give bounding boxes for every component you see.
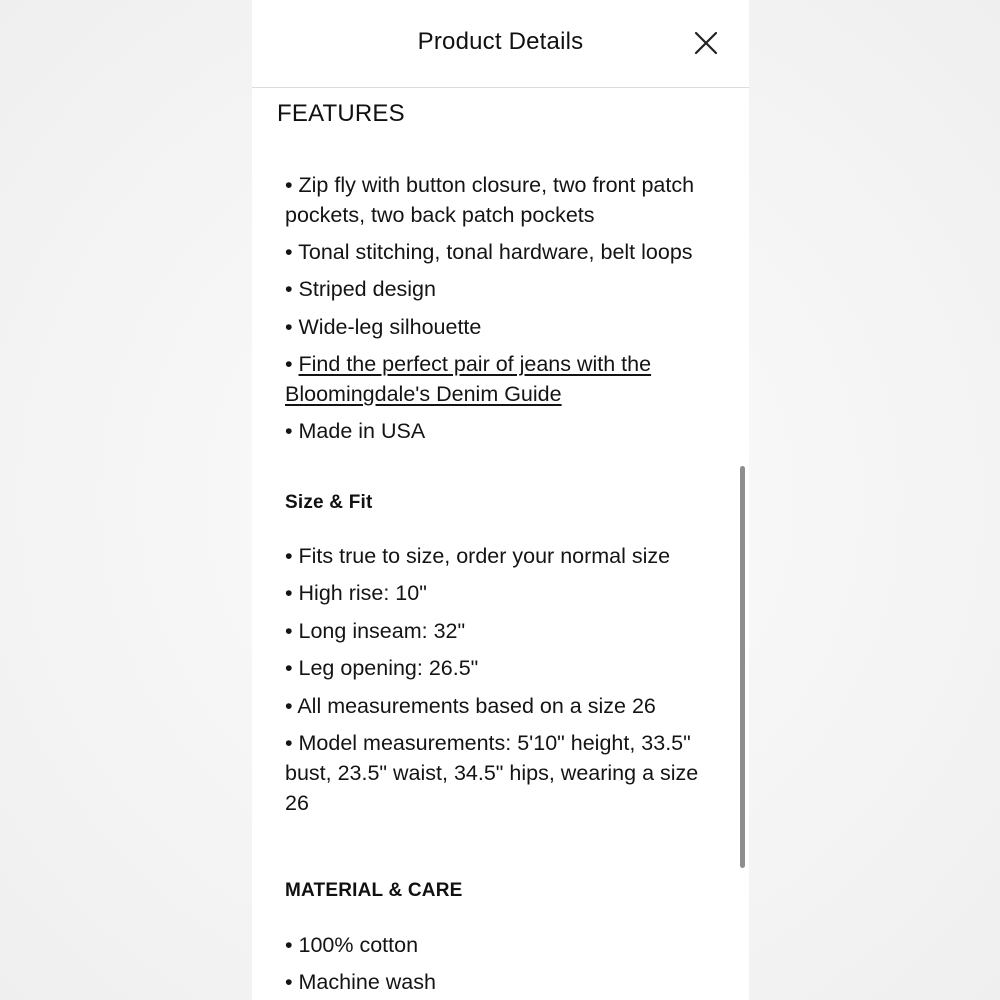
list-item: [285, 170, 725, 230]
bullet-glyph: •: [285, 581, 293, 605]
list-item: [285, 653, 725, 683]
bullet-glyph: •: [285, 970, 293, 994]
close-icon: [688, 26, 724, 62]
list-item: [285, 967, 725, 997]
list-item-text: High rise: 10": [298, 581, 427, 605]
bullet-glyph: •: [285, 619, 293, 643]
list-item: [285, 691, 725, 721]
denim-guide-link[interactable]: Find the perfect pair of jeans with the Bloomingdale's Denim Guide: [285, 352, 652, 406]
panel-title: Product Details: [417, 28, 584, 55]
panel-header: [252, 0, 749, 88]
features-heading: FEATURES: [277, 100, 405, 127]
list-item: [285, 578, 725, 608]
list-item-text: Fits true to size, order your normal size: [298, 544, 671, 568]
bullet-glyph: •: [285, 731, 293, 755]
bullet-glyph: •: [285, 240, 293, 264]
list-item: [285, 349, 725, 409]
close-button[interactable]: [688, 26, 724, 62]
list-item: [285, 274, 725, 304]
list-item-text: Machine wash: [298, 970, 436, 994]
bullet-glyph: •: [285, 544, 293, 568]
list-item-text: Striped design: [298, 277, 436, 301]
list-item-text: Zip fly with button closure, two front patch pockets, two back patch pockets: [285, 173, 695, 227]
material-care-heading: MATERIAL & CARE: [285, 880, 463, 901]
list-item: [285, 930, 725, 960]
bullet-glyph: •: [285, 173, 293, 197]
list-item: [285, 728, 725, 818]
list-item-text: Wide-leg silhouette: [298, 315, 482, 339]
bullet-glyph: •: [285, 315, 293, 339]
bullet-glyph: •: [285, 419, 293, 443]
scrollbar-thumb[interactable]: [740, 466, 745, 868]
product-details-panel: [252, 0, 749, 1000]
bullet-glyph: •: [285, 656, 293, 680]
list-item-text: Made in USA: [298, 419, 426, 443]
list-item: [285, 416, 725, 446]
list-item: [285, 312, 725, 342]
list-item-text: Long inseam: 32": [298, 619, 466, 643]
list-item-text: Tonal stitching, tonal hardware, belt loops: [298, 240, 693, 264]
list-item-text: 100% cotton: [298, 933, 419, 957]
bullet-glyph: •: [285, 694, 293, 718]
list-item: [285, 616, 725, 646]
list-item: [285, 541, 725, 571]
bullet-glyph: •: [285, 933, 293, 957]
bullet-glyph: •: [285, 352, 293, 376]
list-item-text: Model measurements: 5'10" height, 33.5" bust, 23.5" waist, 34.5" hips, wearing a size 26: [285, 731, 699, 815]
list-item-text: Leg opening: 26.5": [298, 656, 479, 680]
list-item: [285, 237, 725, 267]
bullet-glyph: •: [285, 277, 293, 301]
size-fit-heading: Size & Fit: [285, 492, 373, 513]
list-item-text: All measurements based on a size 26: [297, 694, 656, 718]
